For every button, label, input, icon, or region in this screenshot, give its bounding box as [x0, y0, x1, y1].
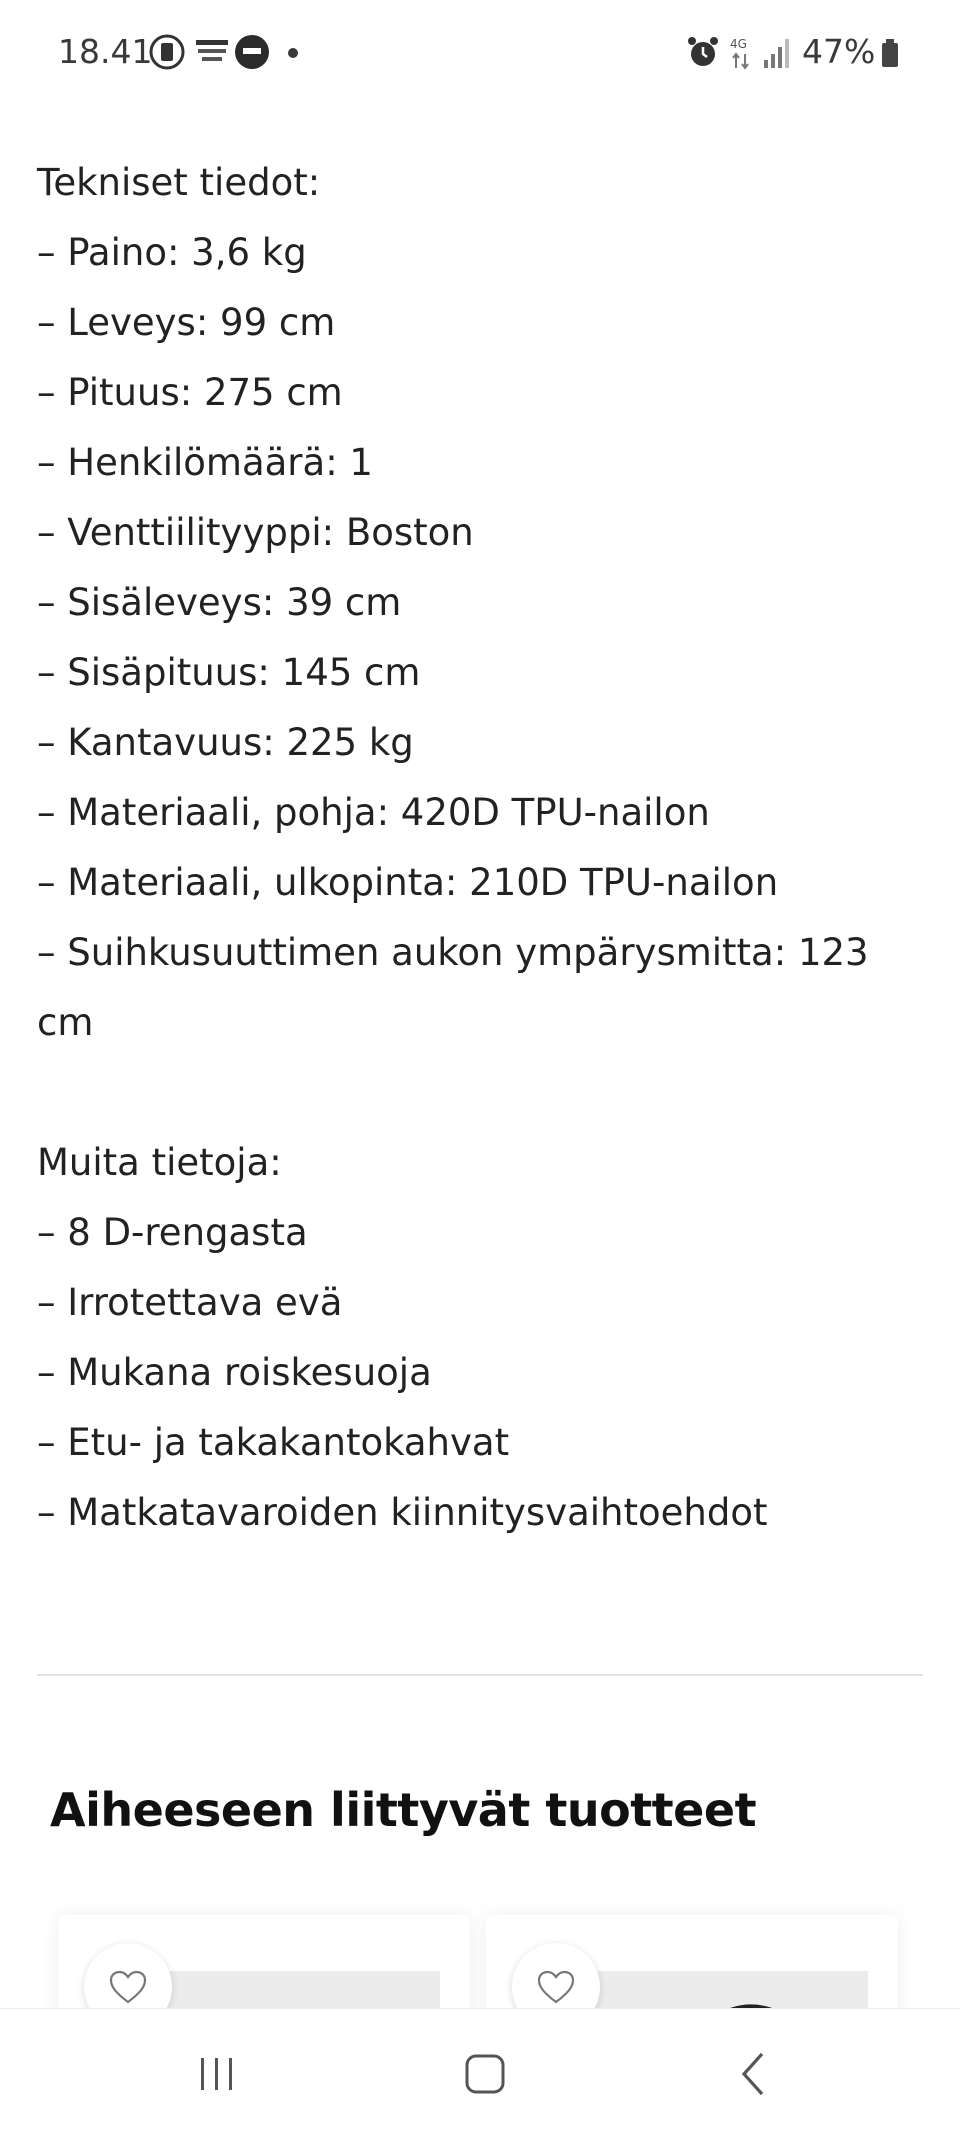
- battery-percent: 47%: [802, 32, 876, 71]
- spec-item: – Venttiilityyppi: Boston: [37, 511, 474, 554]
- spec-item: – Suihkusuuttimen aukon ympärysmitta: 123 cm: [37, 931, 869, 1044]
- alarm-icon: [686, 34, 720, 70]
- smart-life-icon: [192, 34, 232, 70]
- spec-item: – Henkilömäärä: 1: [37, 441, 373, 484]
- product-description: [37, 148, 927, 1548]
- specs-heading: Tekniset tiedot:: [37, 161, 321, 204]
- other-item: – Etu- ja takakantokahvat: [37, 1421, 510, 1464]
- status-time: 18.41: [58, 32, 153, 71]
- back-icon: [738, 2051, 768, 2097]
- device-icon: [148, 34, 186, 70]
- signal-icon: [762, 34, 792, 70]
- spec-item: – Kantavuus: 225 kg: [37, 721, 414, 764]
- spec-item: – Pituus: 275 cm: [37, 371, 343, 414]
- spec-item: – Materiaali, ulkopinta: 210D TPU-nailon: [37, 861, 779, 904]
- spec-item: – Sisäpituus: 145 cm: [37, 651, 421, 694]
- data-arrows-icon: [728, 34, 754, 70]
- home-icon: [463, 2052, 507, 2096]
- navigation-bar: [0, 2008, 960, 2134]
- spacer: [37, 1058, 927, 1128]
- spec-item: – Leveys: 99 cm: [37, 301, 336, 344]
- related-products-title: Aiheeseen liittyvät tuotteet: [50, 1783, 757, 1837]
- spec-item: – Materiaali, pohja: 420D TPU-nailon: [37, 791, 710, 834]
- section-divider: [37, 1674, 923, 1676]
- status-bar: [0, 0, 960, 104]
- heart-icon: [536, 1969, 576, 2005]
- other-item: – 8 D-rengasta: [37, 1211, 308, 1254]
- other-item: – Matkatavaroiden kiinnitysvaihtoehdot: [37, 1491, 768, 1534]
- back-button[interactable]: [718, 2039, 788, 2109]
- recent-apps-button[interactable]: [182, 2039, 252, 2109]
- recent-apps-icon: [195, 2054, 239, 2094]
- home-button[interactable]: [450, 2039, 520, 2109]
- notification-dot: [288, 48, 298, 58]
- other-item: – Irrotettava evä: [37, 1281, 343, 1324]
- mtv-icon: [234, 34, 270, 70]
- battery-icon: [880, 34, 900, 70]
- spec-item: – Sisäleveys: 39 cm: [37, 581, 402, 624]
- network-label: 4G: [730, 37, 747, 51]
- spec-item: – Paino: 3,6 kg: [37, 231, 307, 274]
- other-item: – Mukana roiskesuoja: [37, 1351, 432, 1394]
- other-heading: Muita tietoja:: [37, 1141, 282, 1184]
- heart-icon: [108, 1969, 148, 2005]
